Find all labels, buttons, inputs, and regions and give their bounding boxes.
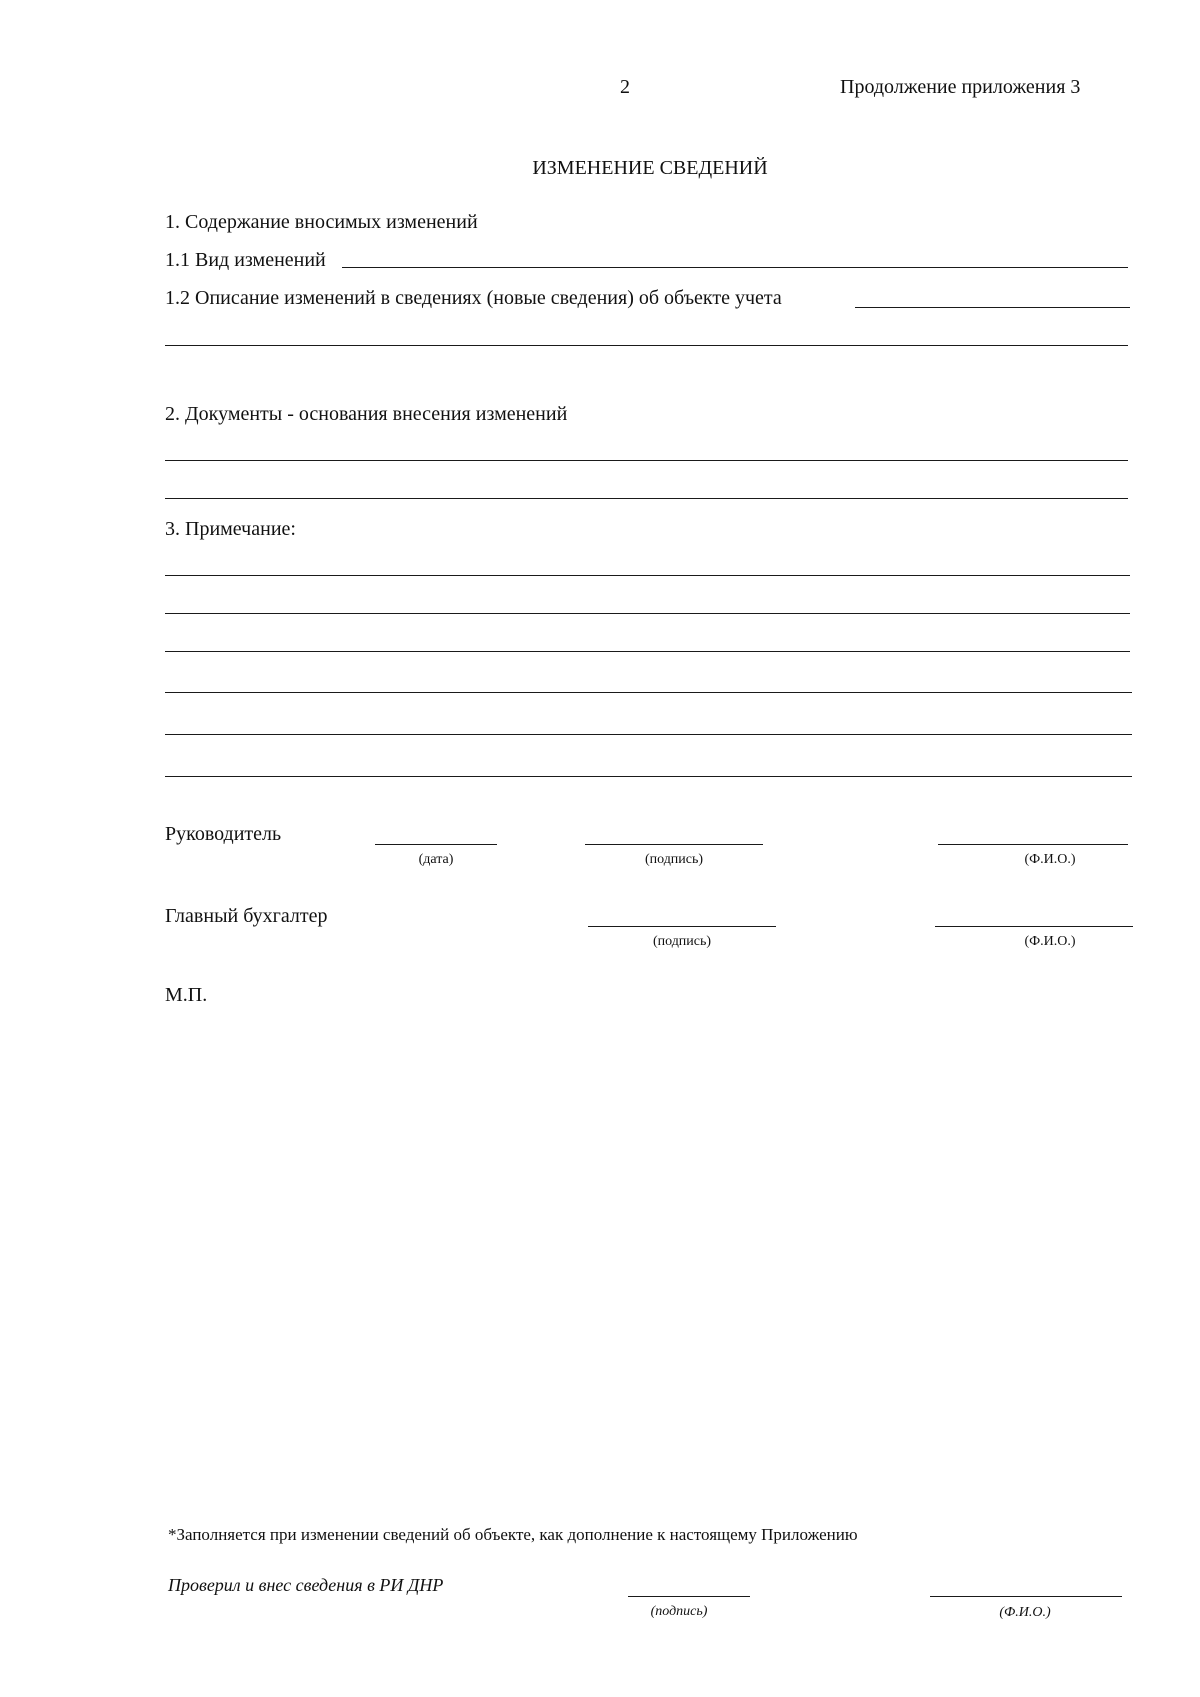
- head-signature-caption: (подпись): [644, 852, 704, 867]
- basis-documents-field-1[interactable]: [165, 460, 1128, 461]
- verifier-name-field[interactable]: [930, 1596, 1122, 1597]
- verifier-name-caption: (Ф.И.О.): [999, 1605, 1051, 1620]
- change-description-field-1[interactable]: [855, 307, 1130, 308]
- chief-accountant-signature-field[interactable]: [588, 926, 776, 927]
- document-title: ИЗМЕНЕНИЕ СВЕДЕНИЙ: [532, 157, 768, 179]
- note-field-6[interactable]: [165, 776, 1132, 777]
- head-label: Руководитель: [165, 823, 282, 845]
- chief-accountant-label: Главный бухгалтер: [165, 905, 328, 927]
- change-type-label: 1.1 Вид изменений: [165, 249, 326, 271]
- head-date-field[interactable]: [375, 844, 497, 845]
- head-name-field[interactable]: [938, 844, 1128, 845]
- verifier-signature-field[interactable]: [628, 1596, 750, 1597]
- section-3-heading: 3. Примечание:: [165, 518, 296, 540]
- verified-label: Проверил и внес сведения в РИ ДНР: [168, 1575, 444, 1595]
- page-number: 2: [620, 76, 630, 98]
- note-field-1[interactable]: [165, 575, 1130, 576]
- chief-accountant-name-field[interactable]: [935, 926, 1133, 927]
- basis-documents-field-2[interactable]: [165, 498, 1128, 499]
- change-description-label: 1.2 Описание изменений в сведениях (новые сведения) об объекте учета: [165, 287, 782, 309]
- note-field-4[interactable]: [165, 692, 1132, 693]
- chief-accountant-name-caption: (Ф.И.О.): [1024, 934, 1076, 949]
- verifier-signature-caption: (подпись): [650, 1604, 708, 1619]
- note-field-2[interactable]: [165, 613, 1130, 614]
- section-2-heading: 2. Документы - основания внесения изменений: [165, 403, 568, 425]
- head-date-caption: (дата): [418, 852, 454, 867]
- head-signature-field[interactable]: [585, 844, 763, 845]
- appendix-continuation: Продолжение приложения 3: [840, 76, 1081, 98]
- section-1-heading: 1. Содержание вносимых изменений: [165, 211, 478, 233]
- footnote: *Заполняется при изменении сведений об объекте, как дополнение к настоящему Приложению: [168, 1525, 858, 1544]
- note-field-5[interactable]: [165, 734, 1132, 735]
- chief-accountant-signature-caption: (подпись): [652, 934, 712, 949]
- head-name-caption: (Ф.И.О.): [1024, 852, 1076, 867]
- note-field-3[interactable]: [165, 651, 1130, 652]
- change-type-field[interactable]: [342, 267, 1128, 268]
- change-description-field-2[interactable]: [165, 345, 1128, 346]
- stamp-place-label: М.П.: [165, 984, 208, 1006]
